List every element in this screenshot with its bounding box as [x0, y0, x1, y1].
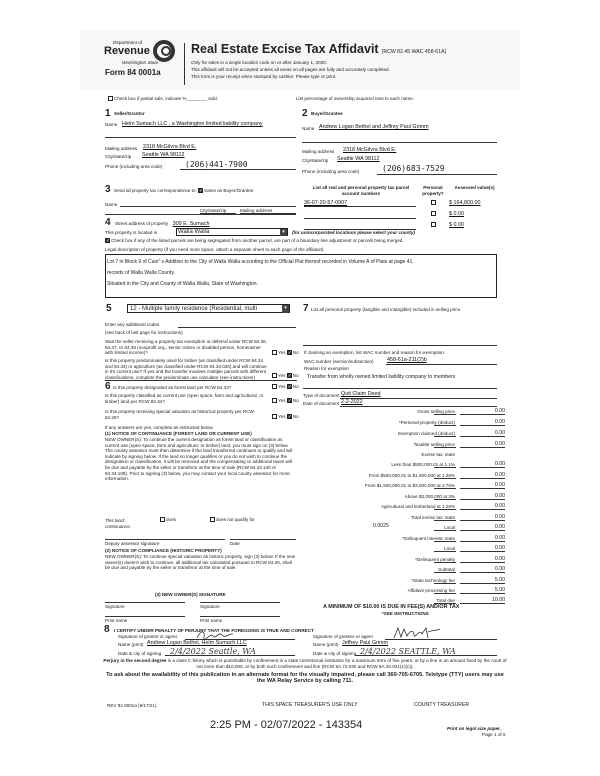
section-number: 6	[105, 381, 111, 392]
segregated-checkbox[interactable]: ✓	[106, 238, 111, 245]
seller-name-label: Name	[105, 122, 118, 127]
tax-row-value[interactable]: 0.00	[460, 545, 505, 552]
print-name-field[interactable]	[200, 616, 280, 617]
revision-label: REV 84 0001a (9/17/21)	[107, 703, 157, 708]
legal-description-field[interactable]	[105, 254, 497, 298]
doc-date-field[interactable]: 2-2-2022	[341, 399, 363, 405]
divider	[303, 388, 497, 389]
partial-sale-row: Check box if partial sale, indicate %________ sold.	[108, 96, 218, 101]
leader-line	[434, 478, 456, 479]
legal-line: Situated in the City and County of Walla Walla, State of Washington.	[107, 281, 258, 287]
notice-compliance-text: NEW OWNER(S): To continue special valuation as historic property, sign (3) below. If the new owner(s) doesn't wish to continue, all additional tax calculated pursuant to RCW 84.26, shall be due and payable by the seller or transferor at the time of sale.	[105, 554, 296, 571]
page-number: Page 1 of 6	[482, 732, 506, 737]
grantor-date-field[interactable]: 2/4/2022 Seattle, WA	[170, 647, 256, 656]
yes-checkbox[interactable]	[272, 414, 277, 419]
corr-name-label: Name	[105, 202, 118, 207]
buyer-phone-field[interactable]: (206)683-7529	[382, 164, 445, 173]
deputy-date-field[interactable]	[230, 539, 296, 540]
county-select[interactable]: Walla Walla ▾	[176, 228, 288, 236]
county-treasurer-label: COUNTY TREASURER	[414, 702, 470, 708]
located-note: (for unincorporated locations please select your county)	[292, 230, 416, 235]
grantor-signature-label: Signature of grantor or agent	[118, 634, 177, 639]
buyer-name-line-2	[302, 142, 497, 143]
wac-label: WAC number (section/subsection)	[304, 359, 374, 364]
personal-property-field[interactable]	[303, 345, 497, 346]
no-checkbox[interactable]: ✓	[287, 398, 292, 405]
section-number: 2	[302, 108, 308, 119]
phone-line	[377, 174, 497, 175]
tax-row-value[interactable]: 0.00	[460, 419, 505, 426]
seller-name-field[interactable]: Helm Sumach LLC , a Washington limited liability company	[122, 121, 263, 127]
doc-type-field[interactable]: Quit Claim Deed	[341, 391, 381, 397]
leader-line	[434, 593, 456, 594]
tax-row-label: Gross selling price	[417, 409, 455, 414]
partial-sale-checkbox[interactable]	[108, 96, 113, 101]
treasurer-use-label: THIS SPACE TREASURER'S USE ONLY	[262, 702, 358, 708]
codes-note: (see back of last page for instructions)	[105, 330, 183, 335]
continuance-label: continuance.	[105, 524, 132, 529]
does-checkbox[interactable]	[160, 517, 165, 522]
leader-line	[434, 488, 456, 489]
grantee-name-label: Name (print)	[313, 642, 339, 647]
section-number: 7	[303, 303, 309, 314]
tax-row-label: Total excise tax: state	[411, 515, 455, 520]
legal-line: Lot 7 in Block 9 of Cain” s Addition to the City of Walla Walla according to the Official Plat thereof recorded in Volume A of Plats at page 41,	[107, 259, 414, 265]
dropdown-arrow-icon[interactable]: ▾	[280, 229, 287, 236]
tax-row-value[interactable]: 0.00	[460, 524, 505, 531]
personal-checkbox[interactable]	[431, 222, 436, 227]
assessed-value-field[interactable]: $ 164,800.00	[449, 200, 481, 206]
seller-mailing-field[interactable]: 2318 McGilvra Blvd E.	[143, 144, 197, 150]
yes-checkbox[interactable]	[272, 373, 277, 378]
parcel-number-field[interactable]: 36-07-20-57-0907	[304, 200, 348, 206]
header-divider	[184, 43, 185, 85]
dor-logo-icon	[152, 40, 176, 62]
street-label: Street address of property	[115, 221, 169, 226]
leader-line	[434, 572, 456, 573]
timber-question: Is this property predominately used for timber (as classified under RCW 84.34 and 84.33) or agriculture (as classified under RCW 84.34.020) and will continue in it's current use? If yes and the transfer involves multiple parcels with different classifications, complete the predominate use calculator (see instructions)	[105, 358, 267, 380]
tax-row-label: Exemption claimed (deduct)	[398, 431, 455, 436]
grantee-signature-image	[392, 626, 442, 640]
header-note: This form is your receipt when stamped by cashier. Please type or print.	[191, 74, 337, 79]
exempt-answer: Yes ✓No	[272, 350, 299, 355]
doc-type-label: Type of document	[303, 393, 340, 398]
rcw-ref: (RCW 82.45 WAC 458-61A)	[381, 49, 447, 55]
doc-type-line	[340, 398, 497, 399]
personal-col-header: Personal property?	[422, 185, 444, 196]
tax-row-value[interactable]: 0.00	[460, 461, 505, 468]
this-land-label: This land:	[105, 518, 125, 523]
seller-city-field[interactable]: Seattle WA 98112	[142, 152, 185, 158]
deputy-label: Deputy assessor signature	[105, 541, 160, 546]
tax-row-value[interactable]: 0.00	[460, 482, 505, 489]
print-name-label: Print name	[200, 618, 223, 623]
does-not-option: does not qualify for	[210, 517, 255, 522]
tax-row-label: Affidavit processing fee	[407, 588, 455, 593]
leader-line	[434, 499, 456, 500]
tax-row-label: Local	[444, 546, 455, 551]
deputy-signature-field[interactable]	[105, 539, 225, 540]
tax-row-label: Excise tax: state	[421, 452, 455, 457]
tax-row-label: Total due	[436, 598, 455, 603]
parcel-line	[304, 206, 416, 207]
located-label: This property is located in	[105, 230, 158, 235]
tax-row-value[interactable]: 0.00	[460, 493, 505, 500]
tax-row-label: Above $3,000,000 at 3%	[404, 494, 455, 499]
tax-row-value[interactable]: 0.00	[460, 514, 505, 521]
notice-continuance-heading: (1) NOTICE OF CONTINUANCE (FOREST LAND OR CURRENT USE)	[105, 431, 252, 436]
grantee-name-field[interactable]: Jeffrey Paul Grimm	[342, 640, 389, 646]
phone-line	[180, 169, 296, 170]
header-note: This affidavit will not be accepted unless all areas on all pages are fully and accurately completed.	[191, 67, 390, 72]
buyer-name-field[interactable]: Andrew Logan Bethel and Jeffrey Paul Grimm	[319, 124, 429, 130]
grantee-date-field[interactable]: 2/4/2022 SEATTLE, WA	[360, 647, 456, 656]
grantee-signature-label: Signature of grantee or agent	[313, 634, 373, 639]
tax-row-value[interactable]: 0.00	[460, 535, 505, 542]
reason-field[interactable]: Transfer from wholly owned limited liability company to members	[307, 374, 456, 380]
local-rate[interactable]: 0.0025	[373, 523, 389, 529]
wac-line	[386, 364, 497, 365]
leader-line	[434, 509, 456, 510]
historic-question: Is this property receiving special valuation as historical property per RCW 84.26?	[105, 409, 254, 420]
tax-row-label: From $500,000.01 to $1,500,000 at 1.28%	[368, 473, 455, 478]
signature-label: Signature	[200, 604, 220, 609]
leader-line	[434, 551, 456, 552]
leader-line	[434, 425, 456, 426]
print-name-field[interactable]	[105, 616, 185, 617]
street-field[interactable]: 309 E. Sumach	[172, 221, 210, 227]
tax-row-label: *State technology fee	[411, 578, 455, 583]
corr-city-label: City/state/zip	[200, 208, 227, 213]
use-code-select[interactable]: 12 - Multiple family residence (Residential, multi ▾	[127, 304, 290, 313]
leader-line	[434, 530, 456, 531]
yes-checkbox[interactable]	[272, 384, 277, 389]
tax-row-value[interactable]: 0.00	[460, 430, 505, 437]
notice-compliance-heading: (2) NOTICE OF COMPLIANCE (HISTORIC PROPERTY)	[105, 548, 222, 553]
tax-row-value[interactable]: 5.00	[460, 587, 505, 594]
grantee-date-line	[355, 655, 497, 656]
buyer-name-label: Name	[302, 126, 315, 131]
minimum-due-note: A MINIMUM OF $10.00 IS DUE IN FEE(S) AND/OR TAX	[323, 604, 460, 610]
buyer-city-field[interactable]: Seattle WA 98112	[337, 156, 380, 162]
personal-checkbox[interactable]	[431, 211, 436, 216]
dropdown-arrow-icon[interactable]: ▾	[282, 305, 289, 313]
tax-row-value[interactable]: 0.00	[460, 556, 505, 563]
leader-line	[434, 541, 456, 542]
wac-field[interactable]: 458-61a-211(2)b	[387, 357, 427, 363]
segregated-row: ✓Check box if any of the listed parcels are being segregated from another parcel, are part of a boundary line adjustment or parcels being merged.	[106, 238, 404, 245]
personal-checkbox[interactable]	[431, 200, 436, 205]
leader-line	[434, 447, 456, 448]
tax-row-label: Local	[444, 525, 455, 530]
signature-field[interactable]	[200, 602, 280, 603]
certify-row: 8 I CERTIFY UNDER PENALTY OF PERJURY THAT THE FOREGOING IS TRUE AND CORRECT	[104, 624, 314, 635]
legal-paper-note: Print on legal size paper.	[447, 726, 501, 731]
leader-line	[434, 467, 456, 468]
grantee-date-label: Date & city of signing	[313, 651, 357, 656]
signature-field[interactable]	[105, 602, 185, 603]
corr-mailing-label: Mailing address	[240, 208, 273, 213]
section-number: 3	[105, 184, 111, 195]
leader-line	[434, 520, 456, 521]
section-number: 1	[105, 108, 111, 119]
seller-phone-label: Phone (including area code)	[105, 164, 163, 169]
buyer-mailing-field[interactable]: 2318 McGilvra Blvd E.	[343, 147, 397, 153]
tax-row-label: Subtotal	[438, 567, 455, 572]
timber-answer: Yes ✓No	[272, 373, 299, 378]
doc-date-line	[340, 406, 497, 407]
forest-answer: Yes ✓No	[272, 384, 299, 389]
no-checkbox[interactable]: ✓	[287, 384, 292, 391]
new-owner-signature-heading: (3) NEW OWNER(S) SIGNATURE	[155, 592, 226, 597]
section-number: 5	[106, 303, 112, 314]
no-checkbox[interactable]: ✓	[287, 373, 292, 380]
leader-line	[434, 436, 456, 437]
header-note: Only for sales in a single location code on or after January 1, 2020.	[191, 60, 328, 65]
revenue-label: Revenue	[104, 45, 150, 57]
corr-name-line-2	[105, 214, 296, 215]
form-number: Form 84 0001a	[105, 68, 161, 77]
exempt-question: Was the seller receiving a property tax exemption or deferral under RCW 84.36, 84.37, or 84.38 (nonprofit org., senior citizen or disabled person, homeowner with limited income)?	[105, 339, 267, 355]
parcel-number-field[interactable]	[304, 218, 416, 219]
buyer-heading: Buyer/Grantee	[311, 111, 343, 116]
current-use-answer: Yes ✓No	[272, 398, 299, 403]
grantor-name-field[interactable]: Andrew Logan Bethel, Helm Sumach LLC	[147, 640, 247, 646]
same-as-buyer-checkbox[interactable]: ✓	[199, 188, 204, 195]
signature-label: Signature	[105, 604, 125, 609]
assessed-value-field[interactable]: $ 0.00	[449, 222, 464, 228]
tax-row-label: *Personal property (deduct)	[398, 420, 455, 425]
buyer-phone-label: Phone (including area code)	[302, 169, 360, 174]
corr-name-field[interactable]	[120, 206, 296, 207]
assessed-value-field[interactable]: $ 0.00	[449, 211, 464, 217]
no-checkbox[interactable]: ✓	[287, 414, 292, 421]
yes-checkbox[interactable]	[272, 350, 277, 355]
tax-row-label: Taxable selling price	[413, 442, 455, 447]
form-title: Real Estate Excise Tax Affidavit	[191, 42, 379, 56]
section-number: 4	[105, 217, 111, 228]
leader-line	[434, 583, 456, 584]
seller-heading: Seller/Grantor	[114, 111, 145, 116]
grantor-date-label: Date & city of signing	[118, 651, 162, 656]
seller-phone-field[interactable]: (206)441-7900	[185, 160, 248, 169]
parcel-col-header: List all real and personal property tax parcel account numbers	[312, 185, 410, 196]
state-label: Washington State	[122, 60, 159, 65]
divider	[105, 380, 297, 381]
correspondence-row: Send all property tax correspondence to: ✓Same as Buyer/Grantee	[114, 188, 254, 195]
date-label: Date	[230, 541, 240, 546]
ownership-note: List percentage of ownership acquired next to each name.	[296, 96, 414, 101]
no-checkbox[interactable]: ✓	[287, 350, 292, 357]
tax-row-value[interactable]: 0.00	[460, 472, 505, 479]
tax-row-value[interactable]: 5.00	[460, 577, 505, 584]
codes-field[interactable]	[178, 327, 296, 328]
tax-row-value[interactable]: 10.00	[460, 597, 505, 604]
buyer-mailing-label: Mailing address	[302, 149, 335, 154]
perjury-notice: Perjury in the second degree is a class C felony which is punishable by confinement in a state correctional institution for a maximum term of five years, or by a fine in an amount fixed by the court of not more than $10,000, or by both such confinement and fine (RCW 9A.72.030 and RCW 9A.20.021(1)(c)).	[103, 658, 507, 669]
seller-name-line-2	[105, 137, 296, 138]
tax-row-value[interactable]: 0.00	[460, 441, 505, 448]
reason-label: Reason for exemption	[304, 366, 349, 371]
seller-city-label: City/state/zip	[105, 154, 132, 159]
notice-continuance-text: NEW OWNER(S): To continue the current designation as forest land or classification as current use (open space, farm and agriculture, or timber) land, you must sign on (3) below. The county assessor must then determine if the land transferred continues to qualify and will indicate by signing below. If the land no longer qualifies or you do not wish to continue the designation or classification, it will be removed and the compensating or additional taxes will be due and payable by the seller or transferor at the time of sale (RCW 84.33.140 or 84.34.108). Prior to signing (3) below, you may contact your local county assessor for more information.	[105, 437, 293, 482]
tax-row-value[interactable]: 0.00	[460, 566, 505, 573]
dept-label: Department of	[113, 40, 143, 45]
seller-mailing-label: Mailing address	[105, 146, 138, 151]
tax-row-label: *Delinquent penalty	[415, 557, 455, 562]
grantor-signature-image	[195, 630, 235, 640]
exemption-label: If claiming an exemption, list WAC number and reason for exemption.	[304, 350, 446, 355]
tax-row-label: *Delinquent interest: state	[402, 536, 455, 541]
doc-date-label: Date of document	[303, 401, 340, 406]
yes-checkbox[interactable]	[272, 398, 277, 403]
tax-row-label: Agricultural and timberland at 1.28%	[380, 504, 455, 509]
does-not-checkbox[interactable]	[210, 517, 215, 522]
tax-row-label: From $1,500,000.01 to $3,000,000 at 2.75%	[364, 483, 455, 488]
see-instructions: *SEE INSTRUCTIONS	[382, 611, 429, 616]
historic-answer: Yes ✓No	[272, 414, 299, 419]
grantor-date-line	[165, 655, 295, 656]
current-use-question: Is this property classified as current use (open space, farm and agricultural, or timber) land per RCW 84.34?	[105, 393, 264, 404]
leader-line	[434, 414, 456, 415]
tax-row-value[interactable]: 0.00	[460, 408, 505, 415]
title-row	[191, 42, 446, 56]
buyer-city-label: City/state/zip	[302, 158, 329, 163]
tax-row-label: Less than $500,000.01 at 1.1%	[391, 462, 455, 467]
grantor-name-label: Name (print)	[118, 642, 144, 647]
corr-city-field[interactable]	[200, 213, 236, 214]
leader-line	[434, 562, 456, 563]
does-option: does	[160, 517, 176, 522]
personal-property-label: List all personal property (tangible and intangible) included in selling price.	[311, 307, 462, 312]
instructions: If any answers are yes, complete as instructed below.	[105, 425, 214, 430]
forest-question: Is this property designated as forest land per RCW 84.33?	[113, 385, 232, 390]
assessed-col-header: Assessed value(s)	[454, 185, 495, 190]
alt-format-notice: To ask about the availability of this publication in an alternate format for the visually impaired, please call 360-705-6705. Teletype (TTY) users may use the WA Relay Service by calling 711.	[106, 672, 504, 684]
receipt-stamp: 2:25 PM - 02/07/2022 - 143354	[210, 719, 363, 731]
legal-label: Legal description of property (if you need more space, attach a separate sheet to each page of the affidavit).	[105, 247, 325, 252]
codes-label: Enter any additional codes	[105, 322, 160, 327]
print-name-label: Print name	[105, 618, 128, 623]
legal-line: records of Walla Walla County.	[107, 270, 175, 276]
tax-row-value[interactable]: 0.00	[460, 503, 505, 510]
corr-mailing-field[interactable]	[240, 213, 296, 214]
